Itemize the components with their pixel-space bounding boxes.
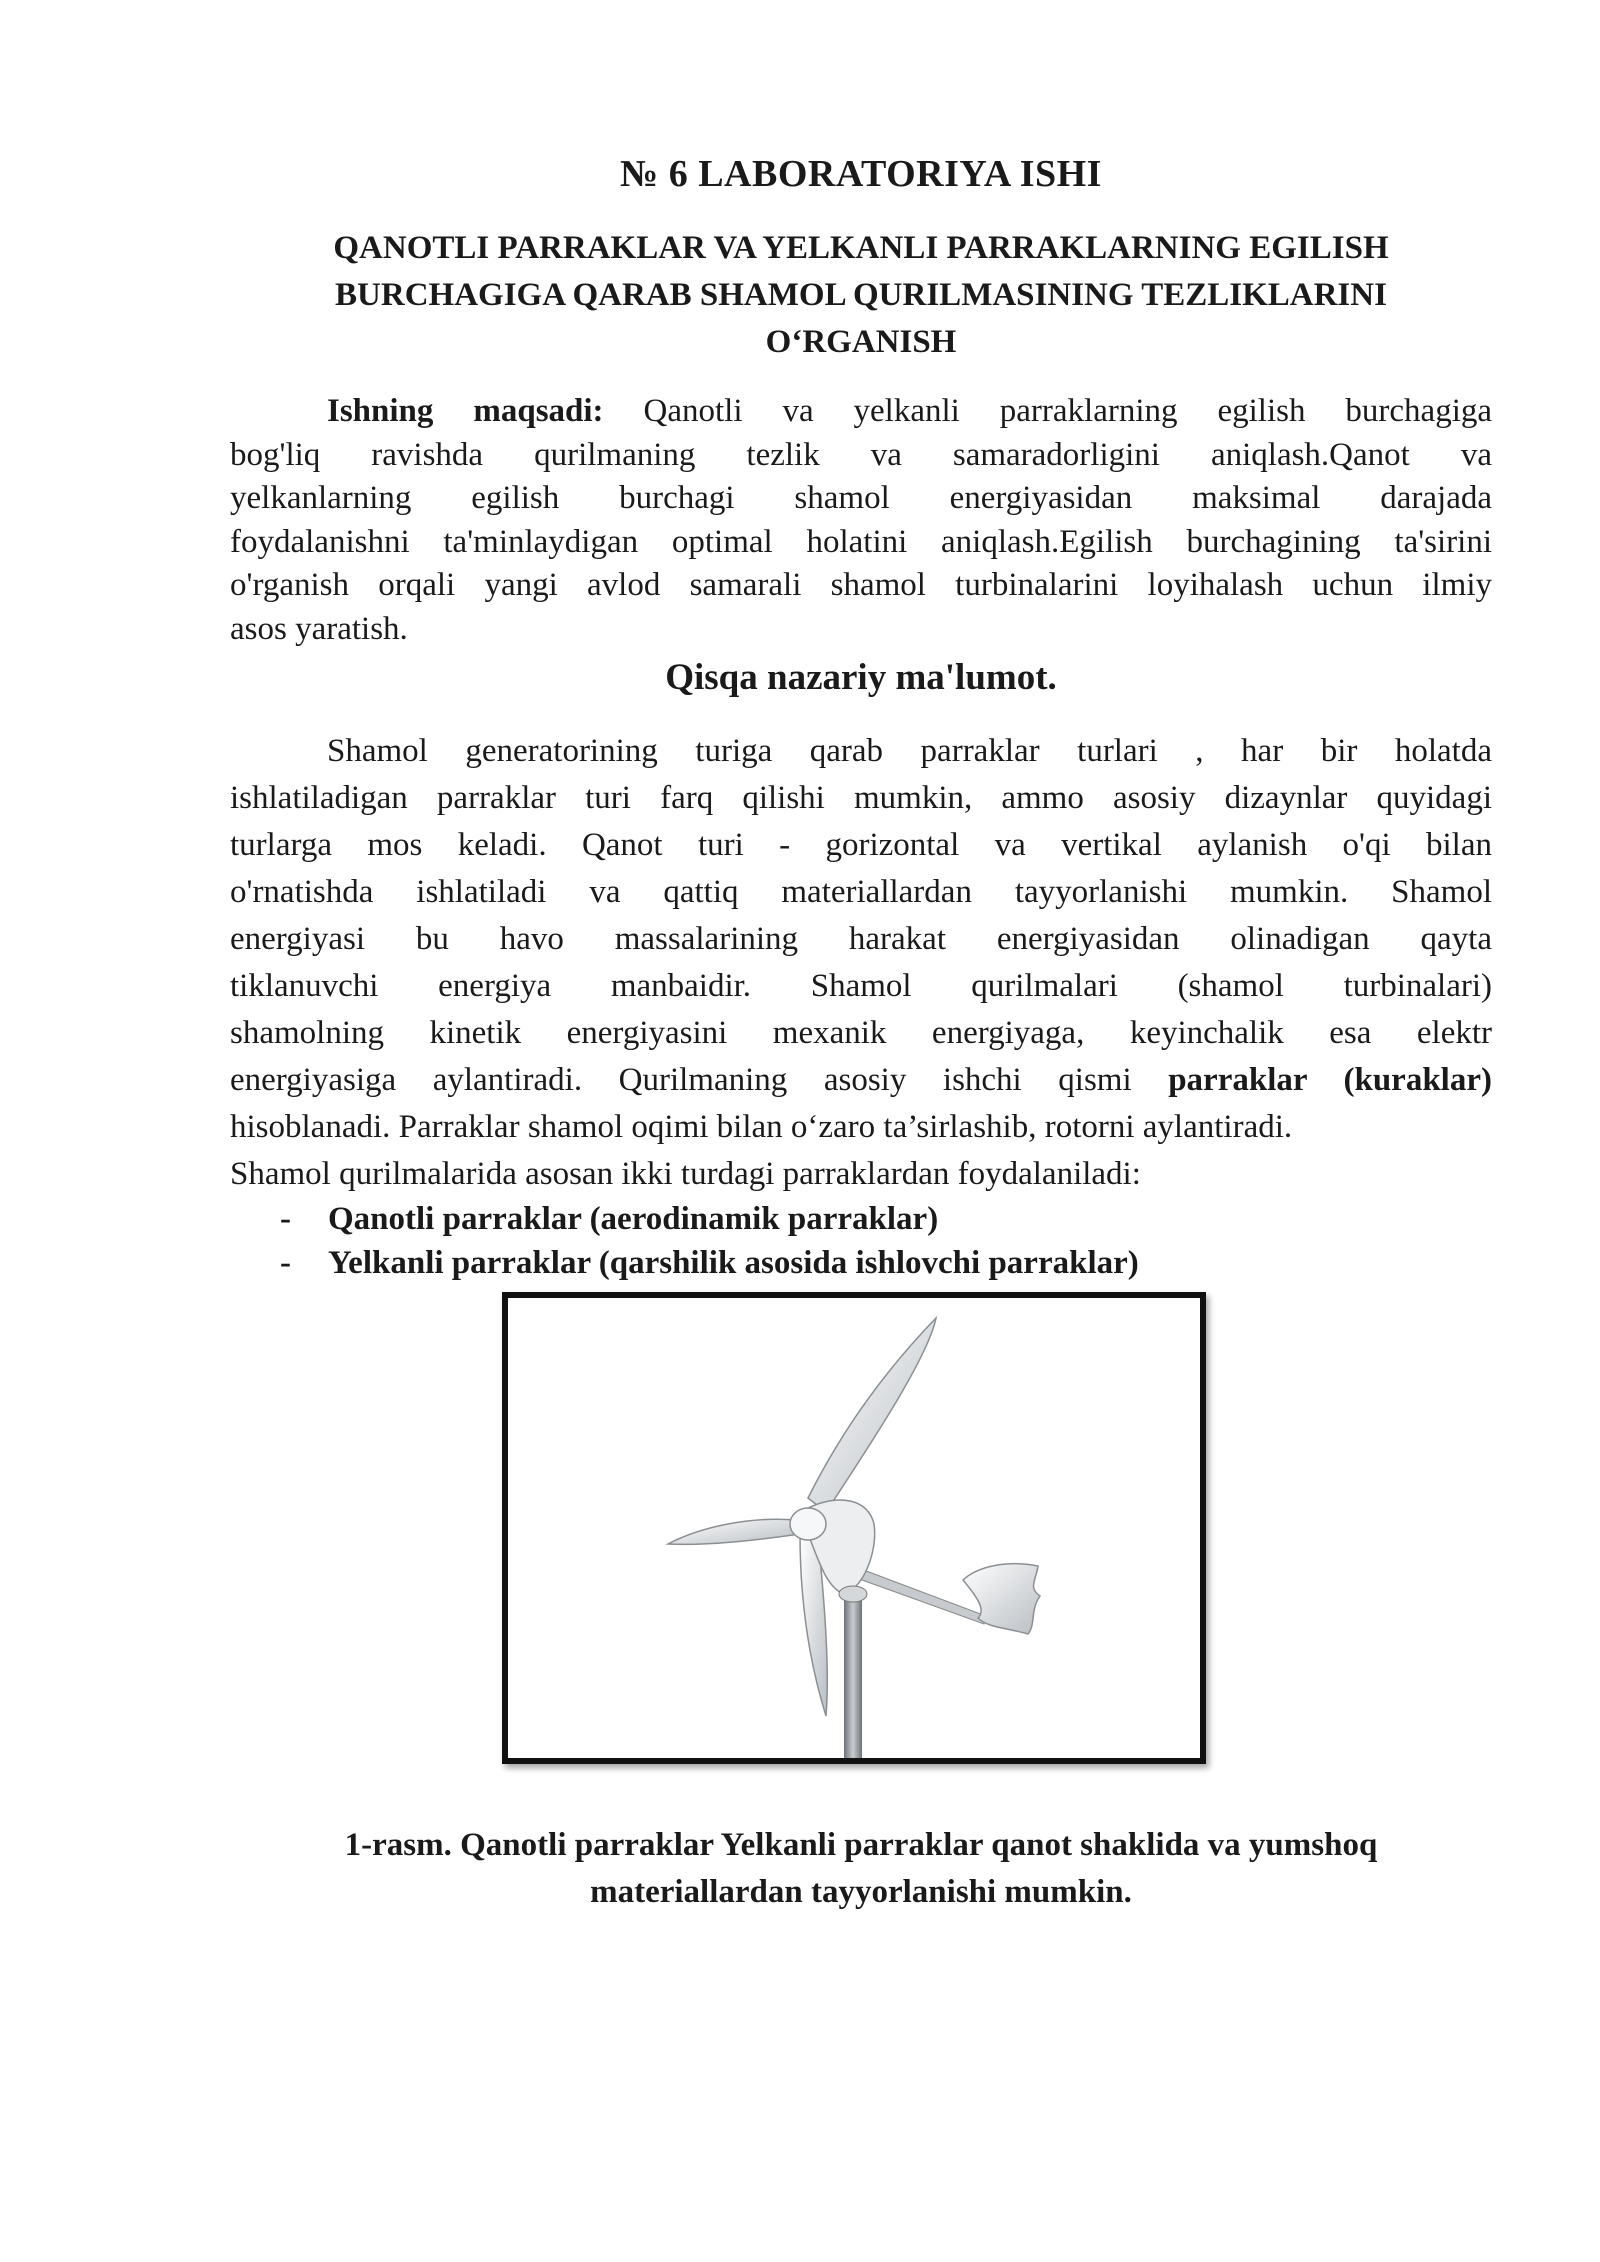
tail-fin [963,1564,1040,1634]
goal-paragraph [230,390,1492,652]
goal-line: yelkanlarning egilish burchagi shamol energiyasidan maksimal darajada [230,480,1492,517]
theory-paragraph [230,728,1492,1198]
list-item-text: Yelkanli parraklar (qarshilik asosida ishlovchi parraklar) [328,1245,1139,1281]
theory-line: turlarga mos keladi. Qanot turi - gorizontal va vertikal aylanish o'qi bilan [230,827,1492,863]
upper-blade [808,1318,936,1512]
list-item-text: Qanotli parraklar (aerodinamik parraklar) [328,1201,939,1237]
goal-line: o'rganish orqali yangi avlod samarali shamol turbinalarini loyihalash uchun ilmiy [230,567,1492,604]
section-heading [230,656,1492,699]
goal-text: Qanotli va yelkanli parraklarning egilish burchagiga [643,393,1493,429]
goal-line: bog'liq ravishda qurilmaning tezlik va samaradorligini aniqlash.Qanot va [230,436,1492,473]
theory-line: hisoblanadi. Parraklar shamol oqimi bilan o‘zaro ta’sirlashib, rotorni aylantiradi. [230,1109,1293,1145]
wind-turbine-figure [502,1292,1206,1764]
theory-line [230,1057,1492,1104]
caption-line: 1-rasm. Qanotli parraklar Yelkanli parraklar qanot shaklida va yumshoq [344,1827,1378,1863]
theory-line: shamolning kinetik energiyasini mexanik energiyaga, keyinchalik esa elektr [230,1015,1492,1051]
hub [790,1508,826,1540]
pole [844,1598,862,1758]
document-page [230,0,1492,2262]
theory-line: o'rnatishda ishlatiladi va qattiq materiallardan tayyorlanishi mumkin. Shamol [230,874,1492,910]
main-title-line: QANOTLI PARRAKLAR VA YELKANLI PARRAKLARNING EGILISH [333,230,1389,266]
wind-turbine-image [508,1298,1200,1758]
caption-line: materiallardan tayyorlanishi mumkin. [590,1874,1132,1910]
tail-boom [851,1566,986,1624]
main-title-line: O‘RGANISH [765,324,957,360]
main-title [230,225,1492,366]
theory-line: Shamol generatorining turiga qarab parraklar turlari , har bir holatda [327,733,1492,769]
theory-text: energiyasiga aylantiradi. Qurilmaning asosiy ishchi qismi [230,1062,1132,1098]
theory-line: energiyasi bu havo massalarining harakat energiyasidan olinadigan qayta [230,921,1492,957]
goal-line [230,390,1492,434]
lab-title: № 6 LABORATORIYA ISHI [620,153,1102,195]
theory-bold-term: parraklar (kuraklar) [1168,1062,1492,1098]
theory-line: ishlatiladigan parraklar turi farq qilishi mumkin, ammo asosiy dizaynlar quyidagi [230,780,1492,816]
goal-line: asos yaratish. [230,610,408,647]
figure-caption [230,1822,1492,1916]
goal-label: Ishning maqsadi: [327,393,604,429]
blade-types-list [280,1197,1480,1285]
theory-line: Shamol qurilmalarida asosan ikki turdagi parraklardan foydalaniladi: [230,1156,1141,1192]
goal-line: foydalanishni ta'minlaydigan optimal holatini aniqlash.Egilish burchagining ta'sirini [230,523,1492,560]
main-title-line: BURCHAGIGA QARAB SHAMOL QURILMASINING TEZLIKLARINI [335,277,1387,313]
left-blade [668,1519,800,1544]
list-dash: - [280,1245,291,1281]
list-item [280,1241,1480,1285]
list-item [280,1197,1480,1241]
list-dash: - [280,1201,291,1237]
yaw-collar [839,1586,867,1602]
theory-heading: Qisqa nazariy ma'lumot. [665,657,1057,698]
theory-line: tiklanuvchi energiya manbaidir. Shamol qurilmalari (shamol turbinalari) [230,968,1492,1004]
